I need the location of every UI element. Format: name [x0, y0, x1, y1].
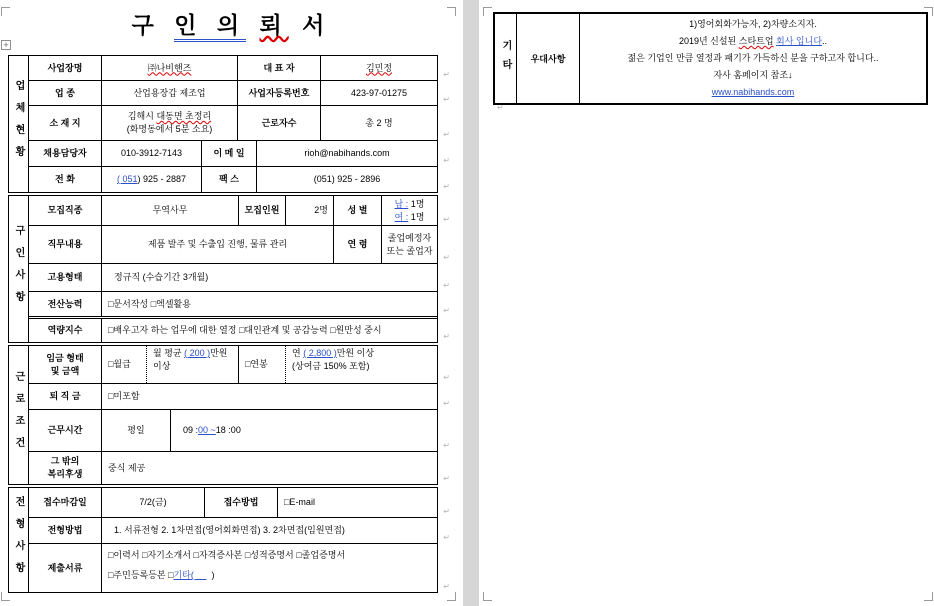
preferred-line5 [580, 84, 926, 101]
phone-label: 전 화 [29, 167, 102, 192]
documents-line1: □이력서 □자기소개서 □자격증사본 □성적증명서 □졸업증명서 [108, 550, 346, 560]
document-title [0, 8, 463, 42]
ceo-value [321, 56, 437, 80]
location-line1 [128, 110, 211, 123]
wage-monthly-avg: 월 평균 [153, 348, 185, 358]
employment-type-value: 정규직 (수습기간 3개월) [114, 272, 209, 282]
gender-female-line [395, 211, 425, 224]
row-computer-skills [29, 292, 437, 316]
benefits-label [29, 452, 102, 484]
title-part-red-wavy: 뢰 [259, 12, 289, 38]
section-screening [8, 487, 438, 593]
documents-line2 [108, 565, 214, 585]
section-job-vertical-label [9, 196, 29, 342]
page-corner-mark [447, 592, 456, 601]
documents-close-paren: ) [206, 570, 215, 580]
row-documents [29, 544, 437, 592]
vertical-label-text: 전형사항 [13, 496, 24, 584]
benefits-label-line1: 그 밖의 [50, 456, 80, 466]
apply-method-label: 접수방법 [205, 488, 278, 517]
page-corner-mark [924, 592, 933, 601]
email-label: 이 메 일 [202, 141, 257, 166]
row-location [29, 106, 437, 141]
occupation-label: 모집직종 [29, 196, 102, 225]
working-hours-label: 근무시간 [29, 410, 102, 451]
documents-label: 제출서류 [29, 544, 102, 592]
worker-count-label: 근로자수 [238, 106, 321, 140]
preferred-line2-prefix: 2019년 신설된 [678, 36, 739, 46]
wage-monthly-unit: 만원 [210, 348, 228, 358]
page-corner-mark [1, 7, 10, 16]
section-other-vertical-label [495, 14, 517, 103]
location-line2: (화명동에서 5분 소요) [126, 124, 213, 134]
preferred-line1: 1)영어회화가능자, 2)차량소지자. [689, 19, 817, 29]
severance-value: □미포함 [108, 391, 140, 401]
business-reg-no-value: 423-97-01275 [350, 87, 408, 98]
phone-area-code: ( 051 [116, 174, 138, 184]
title-part: 서 [288, 12, 332, 38]
wage-monthly-checkbox: □월급 [102, 346, 147, 383]
page-corner-mark [1, 592, 10, 601]
vertical-label-text: 근로조건 [13, 371, 24, 459]
row-benefits [29, 452, 437, 484]
section-conditions-vertical-label [9, 346, 29, 484]
section-screening-vertical-label [9, 488, 29, 592]
deadline-label: 접수마감일 [29, 488, 102, 517]
section-job-opening [8, 195, 438, 343]
row-phone-fax [29, 167, 437, 192]
gender-label: 성 별 [334, 196, 382, 225]
headcount-value: 2명 [286, 196, 334, 225]
wage-monthly-line1 [153, 347, 228, 360]
phone-number: ) 925 - 2887 [137, 174, 187, 184]
preferred-line2-suffix: .. [822, 36, 828, 46]
apply-method-value: □E-mail [284, 497, 315, 507]
title-part: 구 [131, 12, 175, 38]
recruiter-label: 채용담당자 [29, 141, 102, 166]
screening-method-label: 전형방법 [29, 518, 102, 543]
wage-label-line1: 임금 형태 [46, 352, 84, 363]
occupation-value: 무역사무 [102, 196, 239, 225]
title-part [246, 12, 259, 38]
section-company-vertical-label [9, 56, 29, 192]
employment-type-label: 고용형태 [29, 264, 102, 291]
row-working-hours [29, 410, 437, 452]
recruiter-phone-value: 010-3912-7143 [102, 141, 202, 166]
business-name-value [102, 56, 238, 80]
business-name-text: ㈜나비핸즈 [147, 62, 192, 73]
page-1[interactable] [0, 0, 463, 606]
wage-annual-checkbox: □연봉 [239, 346, 286, 383]
headcount-label: 모집인원 [239, 196, 286, 225]
industry-label: 업 종 [29, 81, 102, 105]
job-description-label: 직무내용 [29, 226, 102, 263]
competency-value: □배우고자 하는 업무에 대한 열정 □대인관계 및 공감능력 □원만성 중시 [108, 325, 382, 335]
row-competency [29, 316, 437, 342]
time-end: 18 :00 [215, 425, 241, 435]
wage-monthly-amount [147, 346, 239, 383]
gender-female-count: 1명 [408, 211, 425, 222]
page-gap [463, 0, 479, 606]
documents-resident-reg: □주민등록등본 □ [108, 570, 174, 580]
competency-label: 역량지수 [29, 319, 102, 342]
documents-other-blank: 기타( [173, 570, 207, 580]
vertical-label-text: 기타 [500, 39, 511, 78]
job-request-form-table [8, 55, 438, 593]
location-label: 소 재 지 [29, 106, 102, 140]
page-corner-mark [447, 7, 456, 16]
age-value [382, 226, 437, 263]
gender-male: 남 : [394, 198, 409, 209]
preferred-line2-company: 회사 입니다 [776, 36, 823, 46]
fax-value: (051) 925 - 2896 [313, 174, 381, 184]
time-start: 09 : [183, 425, 199, 435]
deadline-value: 7/2(금) [102, 488, 205, 517]
gender-male-line [395, 198, 425, 211]
phone-value [102, 167, 202, 192]
ceo-label: 대 표 자 [238, 56, 321, 80]
title-part-blue-underlined: 인 의 [174, 12, 246, 42]
age-label: 연 령 [334, 226, 382, 263]
row-industry [29, 81, 437, 106]
wage-annual-unit: 만원 이상 [336, 348, 375, 358]
business-reg-no-label: 사업자등록번호 [238, 81, 321, 105]
wage-annual-prefix: 연 [292, 348, 304, 358]
severance-label: 퇴 직 금 [29, 384, 102, 409]
location-value [102, 106, 238, 140]
row-deadline [29, 488, 437, 518]
screening-method-value: 1. 서류전형 2. 1차면접(영어회화면접) 3. 2차면접(임원면접) [114, 525, 345, 535]
table-move-handle-icon[interactable]: + [1, 40, 11, 50]
wage-annual-amount [286, 346, 437, 383]
paragraph-mark: ↵ [497, 103, 504, 112]
age-line2: 또는 졸업자 [386, 245, 433, 256]
email-value: rioh@nabihands.com [304, 148, 390, 158]
computer-skills-label: 전산능력 [29, 292, 102, 316]
row-job-description [29, 226, 437, 264]
row-wage [29, 346, 437, 384]
row-recruiter [29, 141, 437, 167]
benefits-value: 중식 제공 [108, 462, 146, 473]
page-2[interactable] [479, 0, 934, 606]
wage-annual-line2: (상여금 150% 포함) [292, 361, 370, 371]
row-severance [29, 384, 437, 410]
preferred-line2-startup: 스타트업 [738, 36, 774, 46]
row-employment-type [29, 264, 437, 292]
row-occupation [29, 196, 437, 226]
job-description-value: 제품 발주 및 수출입 진행, 물류 관리 [102, 226, 334, 263]
page-corner-mark [483, 7, 492, 16]
age-line1: 졸업예정자 [387, 232, 432, 243]
fax-label: 팩 스 [202, 167, 257, 192]
computer-skills-value: □문서작성 □엑셀활용 [108, 298, 191, 309]
business-name-label: 사업장명 [29, 56, 102, 80]
preferred-label: 우대사항 [517, 14, 580, 103]
wage-annual-number: ( 2,800 ) [303, 348, 337, 358]
benefits-label-line2: 복리후생 [47, 469, 83, 479]
industry-value: 산업용장갑 제조업 [102, 81, 238, 105]
preferred-content [580, 14, 926, 103]
wage-monthly-line2: 이상 [153, 361, 171, 371]
time-range-underlined: 00 ~ [198, 425, 216, 435]
homepage-link[interactable]: www.nabihands.com [711, 87, 795, 97]
working-days-value: 평일 [102, 410, 171, 451]
preferred-line2 [580, 33, 926, 50]
page-corner-mark [483, 592, 492, 601]
wage-monthly-number: ( 200 ) [184, 348, 211, 358]
preferred-line4: 자사 홈페이지 참조↓ [713, 70, 793, 80]
preferred-qualifications-table [493, 12, 928, 105]
worker-count-value: 총 2 명 [365, 117, 393, 128]
gender-male-count: 1명 [408, 198, 425, 209]
wage-label [29, 346, 102, 383]
documents-value [102, 544, 437, 592]
location-district: 대동면 초정리 [156, 111, 212, 121]
ceo-name-text: 김민정 [365, 62, 393, 73]
section-company [8, 55, 438, 193]
row-screening-method [29, 518, 437, 544]
vertical-label-text: 업체현황 [13, 80, 24, 168]
section-working-conditions [8, 345, 438, 485]
row-business-name [29, 56, 437, 81]
gender-female: 여 : [394, 211, 409, 222]
page-corner-mark [924, 7, 933, 16]
gender-value [382, 196, 437, 225]
working-time-value [171, 410, 437, 451]
preferred-line3: 젊은 기업인 만큼 열정과 패기가 가득하신 분을 구하고자 합니다.. [627, 53, 879, 63]
location-city: 김해시 [127, 111, 157, 121]
vertical-label-text: 구인사항 [13, 225, 24, 313]
wage-annual-line1 [292, 347, 374, 360]
wage-label-line2: 및 금액 [50, 365, 80, 376]
